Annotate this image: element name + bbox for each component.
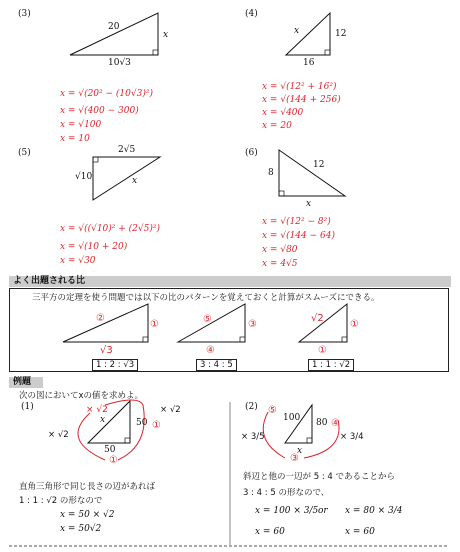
problem-4-side-c: 16 — [303, 58, 315, 68]
example-2-leg: 80 — [316, 418, 328, 428]
example-2-step-a: x = 100 × 3/5 — [255, 506, 319, 516]
example-1-text-1: 直角三角形で同じ長さの辺があれば — [19, 482, 156, 492]
example-1-bottom-circle: ① — [109, 455, 118, 466]
right-angle-mark-e1 — [125, 438, 130, 443]
problem-3-step-1: x = √(20² − (10√3)²) — [60, 89, 153, 99]
example-1-leg: 50 — [104, 445, 116, 455]
problem-6-step-1: x = √(12² − 8²) — [262, 217, 331, 227]
example-2-result-b: x = 60 — [345, 527, 375, 537]
frequent-ratios-header: よく出題される比 — [9, 276, 451, 287]
problem-6-step-4: x = 4√5 — [262, 259, 298, 269]
ratio-2-short-circle: ③ — [248, 319, 257, 330]
problem-5-step-3: x = √30 — [60, 256, 96, 266]
example-1-step-1: x = 50 × √2 — [60, 510, 115, 520]
right-angle-mark-5 — [93, 157, 98, 162]
problem-3-side-a: 20 — [108, 22, 120, 32]
ratio-3-long-circle: ① — [318, 345, 327, 356]
problem-3-step-3: x = √100 — [60, 120, 102, 130]
example-2-mult-right: × 3/4 — [340, 432, 364, 442]
example-1-x-circle: × √2 — [86, 405, 108, 415]
example-1-mult-right: × √2 — [160, 405, 181, 415]
example-1-step-2: x = 50√2 — [60, 524, 102, 534]
problem-5-step-2: x = √(10 + 20) — [60, 242, 128, 252]
problem-6-side-a: 12 — [313, 160, 325, 170]
example-1-text-2: 1 : 1 : √2 の形なので — [19, 496, 103, 506]
problem-6-step-3: x = √80 — [262, 245, 298, 255]
ratio-2-label: 3 : 4 : 5 — [196, 359, 237, 371]
problem-6-number: (6) — [245, 148, 258, 158]
problem-5-side-a: 2√5 — [118, 145, 136, 155]
problem-5-number: (5) — [18, 148, 31, 158]
right-angle-mark-e2 — [307, 438, 312, 443]
right-angle-mark-3 — [153, 50, 158, 55]
problem-6-side-c: x — [306, 199, 312, 209]
problem-3-step-4: x = 10 — [60, 134, 90, 144]
example-1-number: (1) — [21, 402, 34, 412]
problem-4-side-b: 12 — [335, 29, 347, 39]
ratio-2-long-circle: ④ — [206, 345, 215, 356]
example-2-text-2: 3 : 4 : 5 の形なので、 — [243, 488, 330, 498]
example-1-x-label: x — [100, 415, 106, 425]
example-2-leg-circle: ④ — [331, 418, 340, 429]
triangle-5 — [93, 157, 160, 200]
problem-4-step-2: x = √(144 + 256) — [262, 95, 341, 105]
ratio-2-hyp-circle: ⑤ — [203, 314, 212, 325]
problem-3-side-c: x — [163, 30, 169, 40]
example-header: 例題 — [9, 377, 43, 388]
ratio-1-label: 1 : 2 : √3 — [92, 359, 138, 371]
ratio-1-long-circle: √3 — [100, 345, 113, 356]
triangle-6 — [279, 150, 345, 196]
ratio-3-short-circle: ① — [350, 319, 359, 330]
example-triangle-2 — [285, 405, 312, 443]
example-2-x-label: x — [297, 446, 303, 456]
problem-4-number: (4) — [245, 9, 258, 19]
example-2-text-1: 斜辺と他の一辺が 5 : 4 であることから — [243, 472, 395, 482]
example-2-hyp: 100 — [283, 413, 301, 423]
problem-5-step-1: x = √((√10)² + (2√5)²) — [60, 224, 160, 234]
triangle-4 — [286, 13, 330, 55]
example-2-result-a: x = 60 — [255, 527, 285, 537]
example-1-right-circle: ① — [152, 420, 161, 431]
problem-3-number: (3) — [18, 9, 31, 19]
right-angle-mark-4 — [325, 50, 330, 55]
problem-4-step-4: x = 20 — [262, 121, 292, 131]
ratio-3-label: 1 : 1 : √2 — [308, 359, 354, 371]
ratio-1-short-circle: ① — [150, 319, 159, 330]
frequent-ratios-description: 三平方の定理を使う問題では以下の比のパターンを覚えておくと計算がスムーズにできる。 — [32, 293, 380, 303]
example-2-bottom-circle: ③ — [290, 453, 299, 464]
problem-5-side-c: x — [132, 176, 138, 186]
problem-6-side-b: 8 — [268, 168, 274, 178]
example-2-number: (2) — [245, 402, 258, 412]
problem-4-step-1: x = √(12² + 16²) — [262, 82, 337, 92]
example-2-or: or — [318, 506, 328, 516]
arrow-curve-2a — [263, 412, 285, 458]
triangle-3 — [70, 13, 158, 55]
example-1-hyp: 50 — [136, 418, 148, 428]
ratio-3-hyp-circle: √2 — [311, 313, 324, 324]
problem-6-step-2: x = √(144 − 64) — [262, 231, 335, 241]
example-1-mult-left: × √2 — [48, 430, 69, 440]
example-instruction: 次の図においてxの値を求めよ。 — [19, 391, 144, 401]
problem-4-side-a: x — [294, 26, 300, 36]
problem-3-step-2: x = √(400 − 300) — [60, 106, 139, 116]
right-angle-mark-6 — [279, 191, 284, 196]
example-2-step-b: x = 80 × 3/4 — [345, 506, 403, 516]
ratio-1-hyp-circle: ② — [96, 313, 105, 324]
problem-3-side-b: 10√3 — [108, 58, 131, 68]
problem-5-side-b: √10 — [75, 172, 93, 182]
example-2-mult-left: × 3/5 — [241, 432, 265, 442]
example-2-hyp-circle: ⑤ — [268, 405, 277, 416]
problem-4-step-3: x = √400 — [262, 108, 304, 118]
